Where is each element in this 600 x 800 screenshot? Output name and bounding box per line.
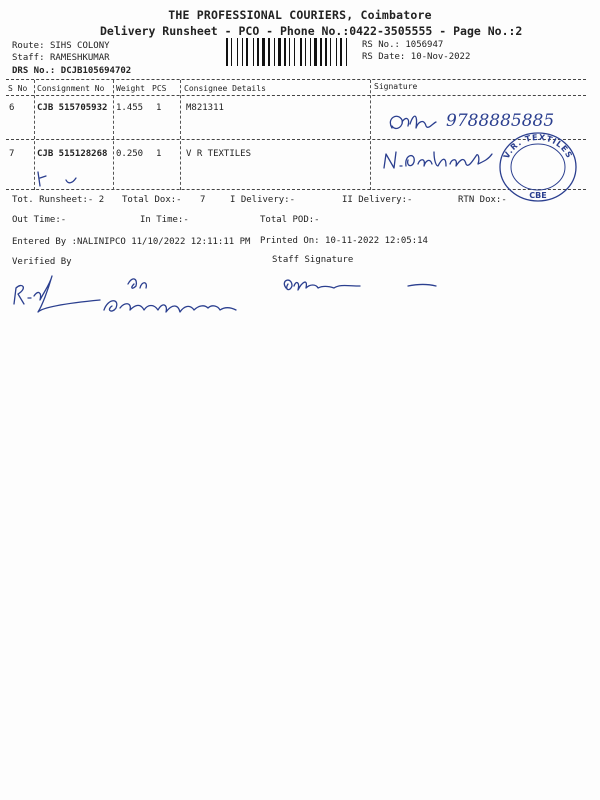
- row7-scribble: [36, 170, 86, 192]
- col-divider: [113, 80, 114, 190]
- barcode-bar: [233, 38, 236, 66]
- table-row-pcs: 1: [156, 103, 162, 113]
- in-time: In Time:-: [140, 215, 189, 225]
- staff-row: [12, 53, 110, 63]
- barcode-bar: [312, 38, 313, 66]
- barcode-bar: [328, 38, 329, 66]
- rs-date-row: [362, 52, 470, 62]
- barcode-bar: [330, 38, 331, 66]
- total-dox-value: 7: [200, 195, 206, 205]
- table-row-pcs: 1: [156, 149, 162, 159]
- total-dox-label: Total Dox:-: [122, 195, 182, 205]
- barcode-bar: [271, 38, 273, 66]
- barcode-bar: [307, 38, 309, 66]
- barcode-bar: [282, 38, 283, 66]
- barcode-bar: [260, 38, 261, 66]
- barcode-bar: [278, 38, 281, 66]
- barcode-bar: [294, 38, 295, 66]
- runsheet-title: Delivery Runsheet - PCO - Phone No.:0422-3505555 - Page No.:2: [100, 24, 523, 38]
- col-header-signature: Signature: [374, 82, 418, 91]
- barcode-bar: [305, 38, 306, 66]
- i-delivery: I Delivery:-: [230, 195, 296, 205]
- drs-row: [12, 66, 131, 76]
- rs-no-label: RS No.:: [362, 40, 400, 50]
- barcode-bar: [239, 38, 241, 66]
- col-divider: [180, 80, 181, 190]
- barcode-bar: [257, 38, 259, 66]
- barcode-bar: [318, 38, 319, 66]
- rs-no-value: 1056947: [405, 40, 444, 50]
- barcode-bar: [296, 38, 299, 66]
- table-header-rule: [6, 95, 586, 96]
- barcode-bar: [262, 38, 265, 66]
- barcode-bar: [303, 38, 304, 66]
- barcode-bar: [255, 38, 256, 66]
- staff-value: RAMESHKUMAR: [49, 53, 110, 63]
- barcode-bar: [320, 38, 322, 66]
- total-pod: Total POD:-: [260, 215, 320, 225]
- col-header-pcs: PCS: [152, 84, 167, 93]
- barcode-bar: [268, 38, 270, 66]
- table-top-rule: [6, 79, 586, 80]
- barcode-bar: [246, 38, 248, 66]
- col-divider: [34, 80, 35, 190]
- handwritten-phone: 9788885885: [446, 111, 555, 131]
- barcode-bar: [310, 38, 311, 66]
- drs-label: DRS No.:: [12, 66, 56, 76]
- out-time: Out Time:-: [12, 215, 67, 225]
- rs-date-label: RS Date:: [362, 52, 406, 62]
- barcode-bar: [340, 38, 342, 66]
- barcode-bar: [266, 38, 267, 66]
- barcode-bar: [332, 38, 335, 66]
- barcode-bar: [325, 38, 327, 66]
- table-row-consignee: V R TEXTILES: [186, 149, 252, 159]
- table-row-consignee: M821311: [186, 103, 224, 113]
- rs-date-value: 10-Nov-2022: [410, 52, 471, 62]
- entered-by: Entered By :NALINIPCO 11/10/2022 12:11:11 PM: [12, 237, 251, 247]
- col-header-consignee: Consignee Details: [184, 84, 266, 93]
- table-row-weight: 0.250: [116, 149, 144, 159]
- table-row-sno: 7: [9, 149, 15, 159]
- stamp-top-text: V.R. TEXTILES: [501, 132, 575, 161]
- drs-value: DCJB105694702: [60, 66, 132, 76]
- barcode: [226, 38, 356, 66]
- company-stamp: [496, 128, 580, 206]
- barcode-bar: [314, 38, 317, 66]
- barcode-bar: [289, 38, 290, 66]
- company-title: THE PROFESSIONAL COURIERS, Coimbatore: [168, 8, 432, 22]
- rs-no-row: [362, 40, 443, 50]
- barcode-bar: [274, 38, 275, 66]
- table-row-consignment: CJB 515128268: [37, 149, 108, 159]
- svg-text:V.R. TEXTILES: [502, 133, 574, 160]
- barcode-bar: [237, 38, 238, 66]
- verifier-signature: [8, 270, 258, 344]
- col-header-consignment: Consignment No: [37, 84, 105, 93]
- barcode-bar: [346, 38, 347, 66]
- barcode-bar: [253, 38, 254, 66]
- stamp-bottom-text: CBE: [529, 191, 547, 200]
- table-row-sno: 6: [9, 103, 15, 113]
- barcode-bar: [244, 38, 245, 66]
- recipient-signature-row7: [380, 142, 510, 180]
- barcode-bar: [323, 38, 324, 66]
- rtn-dox: RTN Dox:-: [458, 195, 507, 205]
- route-row: [12, 41, 110, 51]
- ii-delivery: II Delivery:-: [342, 195, 413, 205]
- staff-label: Staff:: [12, 53, 45, 63]
- barcode-bar: [231, 38, 232, 66]
- barcode-bar: [284, 38, 286, 66]
- staff-signature-label: Staff Signature: [272, 255, 354, 265]
- col-header-sno: S No: [8, 84, 28, 93]
- barcode-bar: [300, 38, 302, 66]
- barcode-bar: [287, 38, 288, 66]
- tot-runsheet: Tot. Runsheet:- 2: [12, 195, 105, 205]
- barcode-bar: [343, 38, 345, 66]
- barcode-bar: [336, 38, 337, 66]
- barcode-bar: [276, 38, 277, 66]
- table-row-consignment: CJB 515705932: [37, 103, 108, 113]
- barcode-bar: [249, 38, 252, 66]
- verified-by-label: Verified By: [12, 257, 72, 267]
- table-row-weight: 1.455: [116, 103, 144, 113]
- barcode-bar: [226, 38, 228, 66]
- staff-signature: [278, 272, 448, 306]
- route-value: SIHS COLONY: [49, 41, 110, 51]
- route-label: Route:: [12, 41, 45, 51]
- printed-on: Printed On: 10-11-2022 12:05:14: [260, 236, 428, 246]
- barcode-bar: [338, 38, 339, 66]
- barcode-bar: [291, 38, 293, 66]
- col-header-weight: Weight: [116, 84, 145, 93]
- barcode-bar: [229, 38, 230, 66]
- barcode-bar: [242, 38, 243, 66]
- col-divider: [370, 80, 371, 190]
